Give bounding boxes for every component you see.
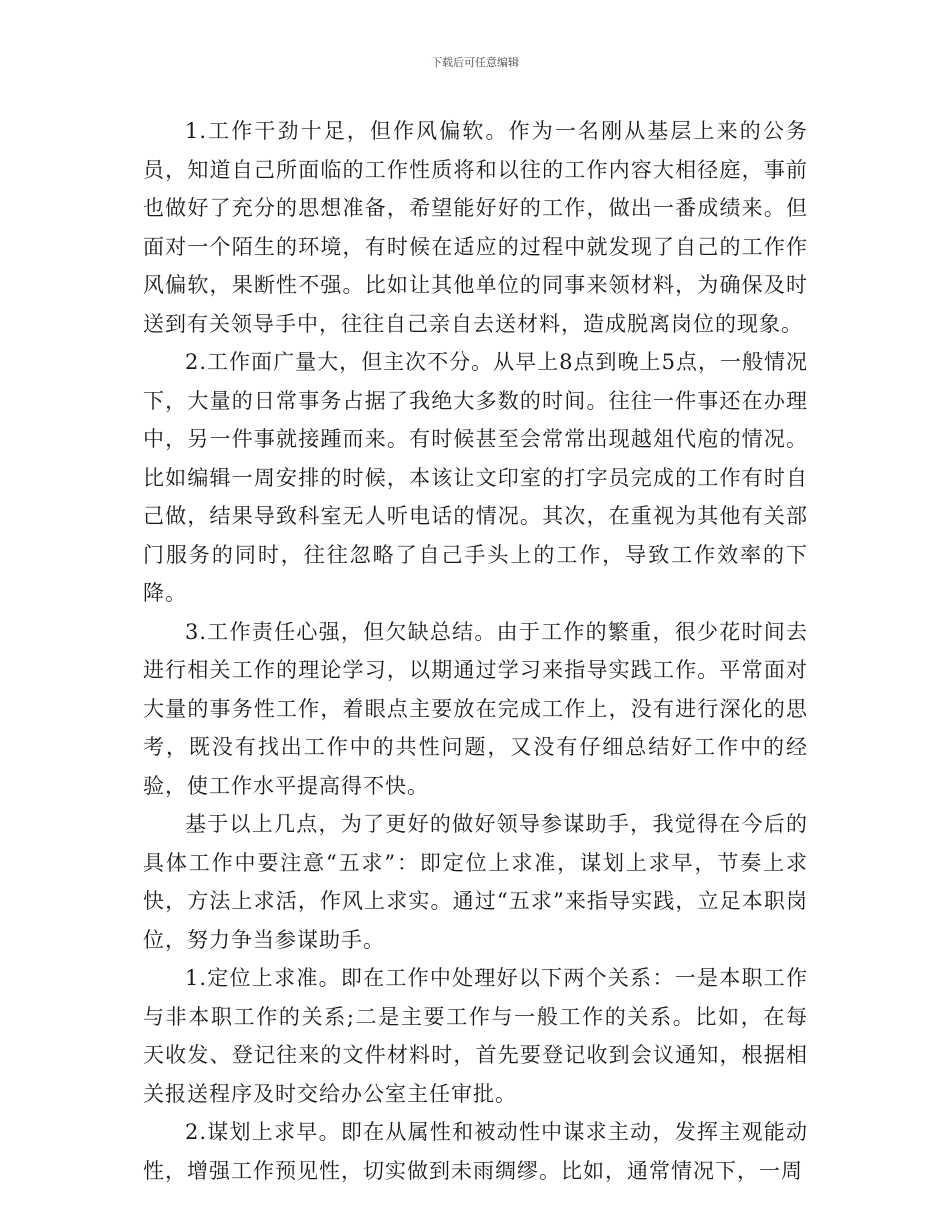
paragraph-2: 2.工作面广量大，但主次不分。从早上8点到晚上5点，一般情况下，大量的日常事务占据了我绝大多数的时间。往往一件事还在办理中，另一件事就接踵而来。有时候甚至会常常出现越俎代庖的情况。比如编辑一周安排的时候，本该让文印室的打字员完成的工作有时自己做，结果导致科室无人听电话的情况。其次，在重视为其他有关部门服务的同时，往往忽略了自己手头上的工作，导致工作效率的下降。 <box>143 350 808 605</box>
document-body <box>143 112 808 1190</box>
paragraph-4: 基于以上几点，为了更好的做好领导参谋助手，我觉得在今后的具体工作中要注意“五求”：即定位上求准，谋划上求早，节奏上求快，方法上求活，作风上求实。通过“五求”来指导实践，立足本职岗位，努力争当参谋助手。 <box>143 812 808 952</box>
paragraph-6: 2.谋划上求早。即在从属性和被动性中谋求主动，发挥主观能动性，增强工作预见性，切实做到未雨绸缪。比如，通常情况下，一周 <box>143 1120 808 1183</box>
page-header: 下载后可任意编辑 <box>431 56 519 69</box>
paragraph-3: 3.工作责任心强，但欠缺总结。由于工作的繁重，很少花时间去进行相关工作的理论学习，以期通过学习来指导实践工作。平常面对大量的事务性工作，着眼点主要放在完成工作上，没有进行深化的思考，既没有找出工作中的共性问题，又没有仔细总结好工作中的经验，使工作水平提高得不快。 <box>143 619 808 798</box>
paragraph-5: 1.定位上求准。即在工作中处理好以下两个关系：一是本职工作与非本职工作的关系;二是主要工作与一般工作的关系。比如，在每天收发、登记往来的文件材料时，首先要登记收到会议通知，根据相关报送程序及时交给办公室主任审批。 <box>143 966 808 1106</box>
paragraph-1: 1.工作干劲十足，但作风偏软。作为一名刚从基层上来的公务员，知道自己所面临的工作性质将和以往的工作内容大相径庭，事前也做好了充分的思想准备，希望能好好的工作，做出一番成绩来。但面对一个陌生的环境，有时候在适应的过程中就发现了自己的工作作风偏软，果断性不强。比如让其他单位的同事来领材料，为确保及时送到有关领导手中，往往自己亲自去送材料，造成脱离岗位的现象。 <box>143 119 808 336</box>
